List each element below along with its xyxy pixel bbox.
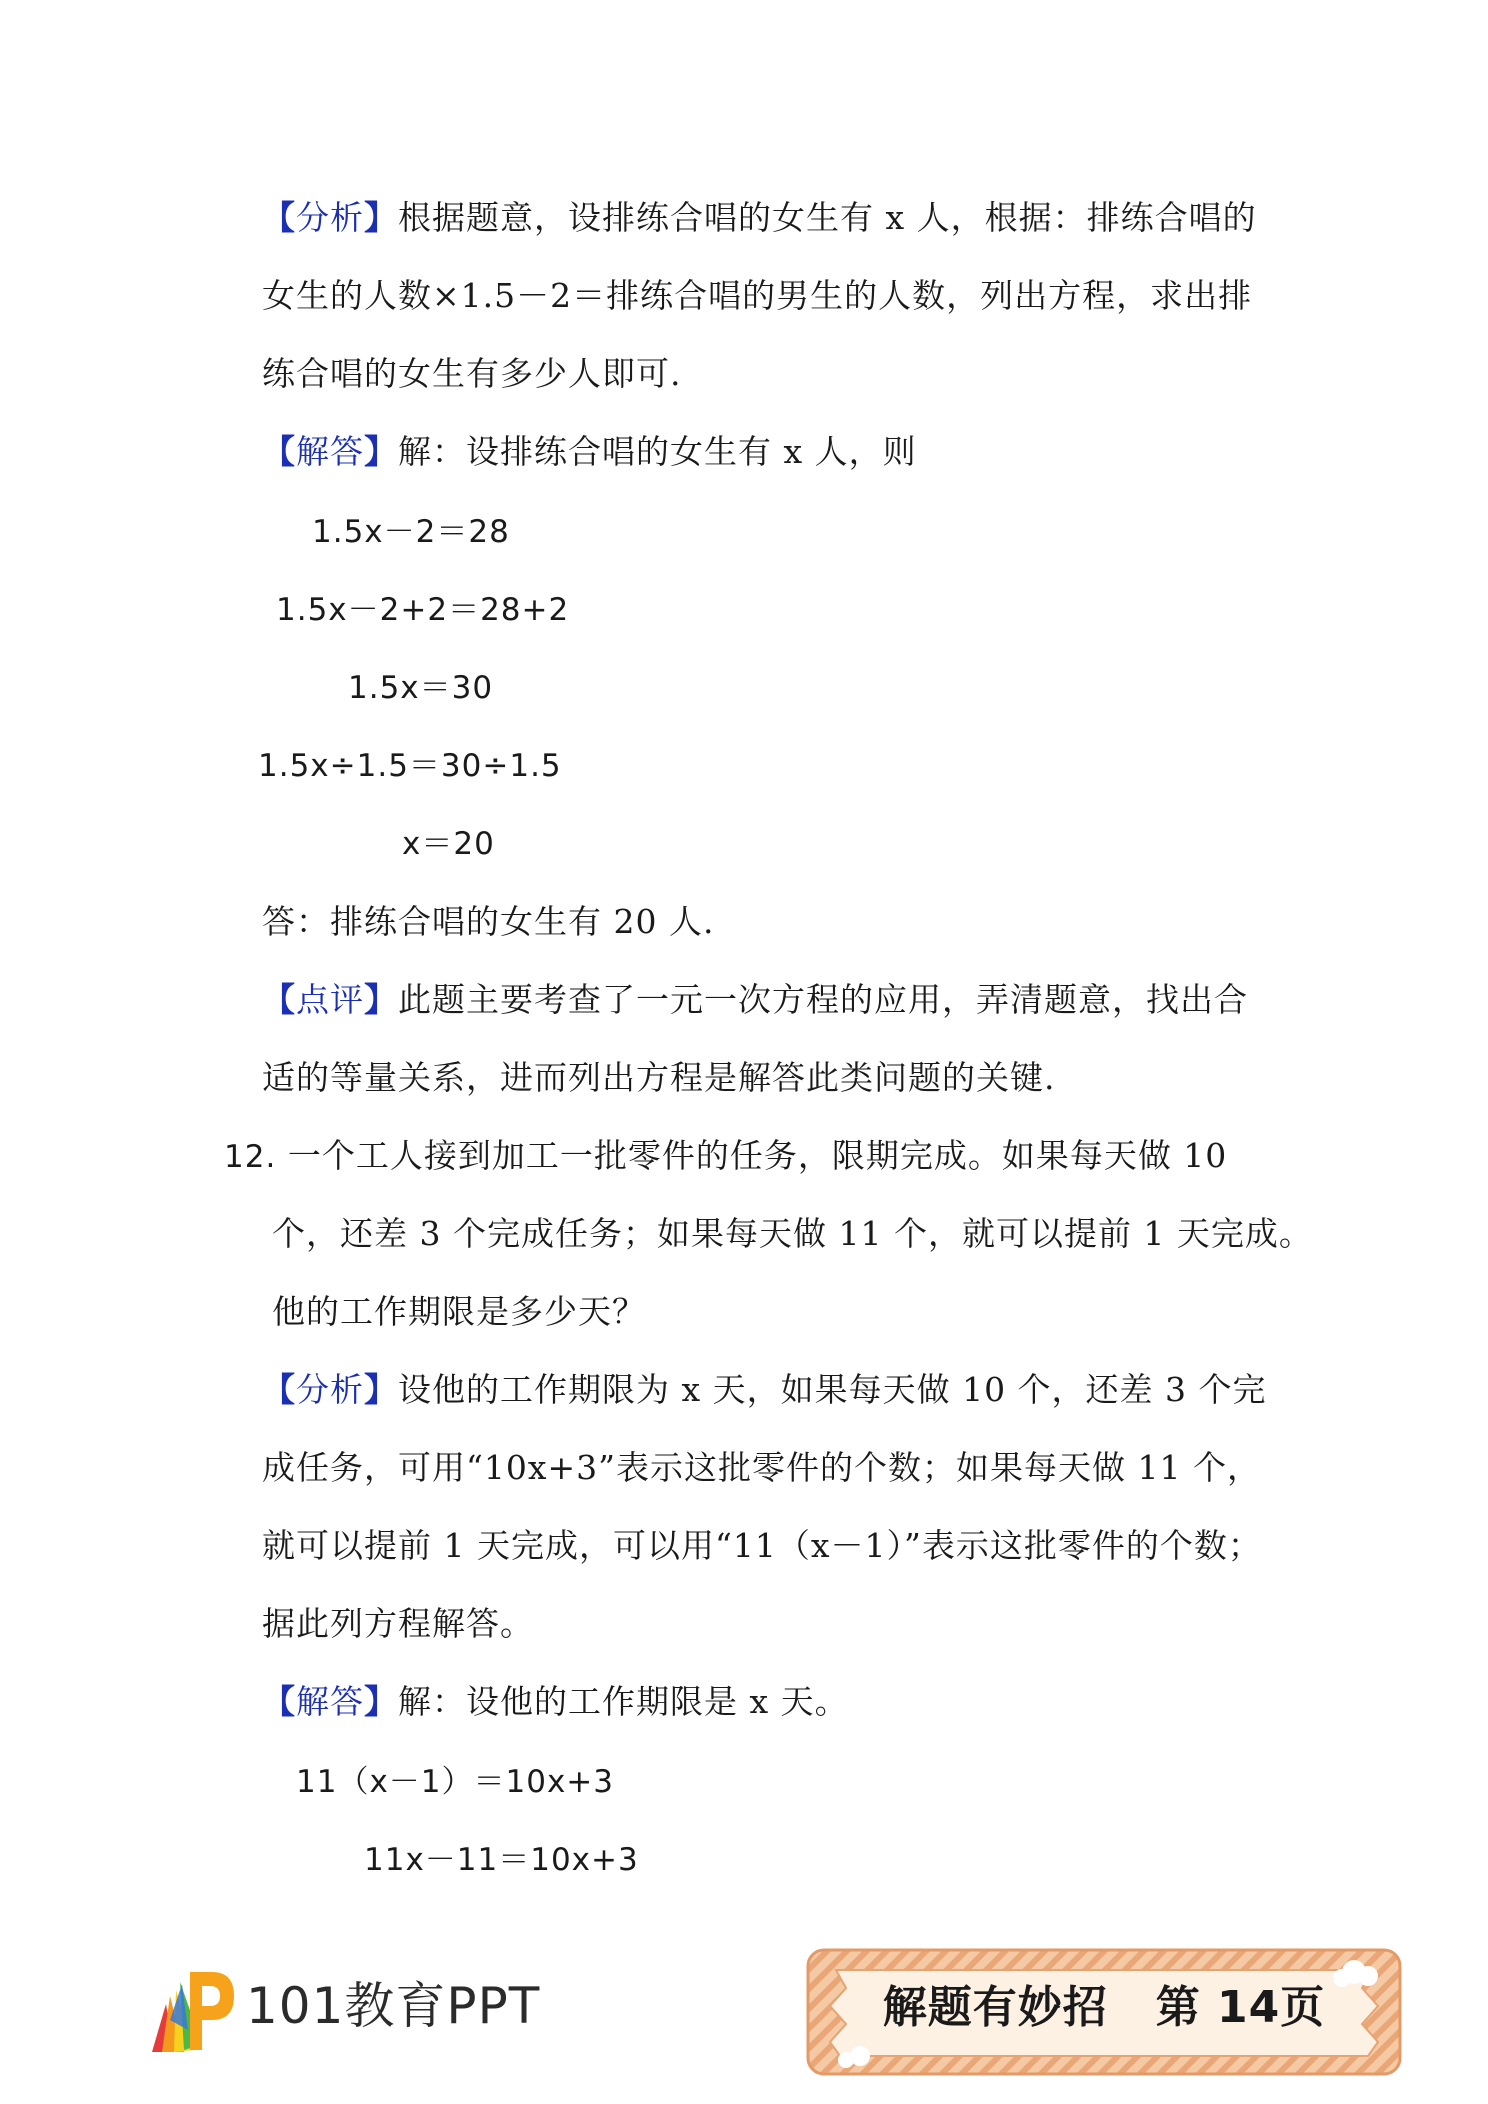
page-number: 第 14页 xyxy=(1155,1982,1326,2033)
brand-name: 101教育PPT xyxy=(246,1977,541,2035)
q12-equation-1: 11（x－1）＝10x+3 xyxy=(296,1764,615,1800)
q11-analysis-line1 xyxy=(262,196,1257,240)
q12-analysis-text-1: 设他的工作期限为 x 天，如果每天做 10 个，还差 3 个完 xyxy=(398,1370,1267,1409)
badge-text xyxy=(806,1978,1402,2038)
bracket-close: 】 xyxy=(364,1682,398,1721)
bracket-open: 【 xyxy=(262,1682,296,1721)
bracket-close: 】 xyxy=(364,980,398,1019)
q11-solution-text: 解：设排练合唱的女生有 x 人，则 xyxy=(398,432,917,471)
tag-solution: 解答 xyxy=(296,432,364,471)
bracket-open: 【 xyxy=(262,1370,296,1409)
q12-analysis-line2: 成任务，可用“10x+3”表示这批零件的个数；如果每天做 11 个， xyxy=(262,1448,1261,1487)
tag-analysis: 分析 xyxy=(296,198,364,237)
q11-equation-4: 1.5x÷1.5＝30÷1.5 xyxy=(258,748,562,784)
bracket-open: 【 xyxy=(262,198,296,237)
brand-logo-icon xyxy=(140,1960,240,2060)
tag-solution: 解答 xyxy=(296,1682,364,1721)
bracket-close: 】 xyxy=(364,1370,398,1409)
q12-question-line2: 个，还差 3 个完成任务；如果每天做 11 个，就可以提前 1 天完成。 xyxy=(272,1214,1313,1253)
q11-equation-2: 1.5x－2+2＝28+2 xyxy=(276,592,570,628)
q12-analysis-line1 xyxy=(262,1368,1267,1412)
q11-comment-line1 xyxy=(262,978,1248,1022)
q12-number: 12. xyxy=(224,1139,277,1175)
q11-solution-line1 xyxy=(262,430,917,474)
q12-solution-line1 xyxy=(262,1680,849,1724)
q12-solution-text: 解：设他的工作期限是 x 天。 xyxy=(398,1682,849,1721)
q12-analysis-line4: 据此列方程解答。 xyxy=(262,1604,534,1643)
q11-equation-3: 1.5x＝30 xyxy=(348,670,494,706)
page-badge xyxy=(806,1948,1402,2076)
q12-equation-2: 11x－11＝10x+3 xyxy=(364,1842,639,1878)
q11-comment-text-1: 此题主要考查了一元一次方程的应用，弄清题意，找出合 xyxy=(398,980,1248,1019)
q11-answer: 答：排练合唱的女生有 20 人. xyxy=(262,902,715,941)
q12-question-text-1: 一个工人接到加工一批零件的任务，限期完成。如果每天做 10 xyxy=(287,1136,1228,1175)
q11-comment-line2: 适的等量关系，进而列出方程是解答此类问题的关键. xyxy=(262,1058,1056,1097)
bracket-close: 】 xyxy=(364,432,398,471)
bracket-open: 【 xyxy=(262,980,296,1019)
tag-analysis: 分析 xyxy=(296,1370,364,1409)
q11-analysis-line3: 练合唱的女生有多少人即可. xyxy=(262,354,682,393)
q11-analysis-line2: 女生的人数×1.5－2＝排练合唱的男生的人数，列出方程，求出排 xyxy=(262,276,1253,315)
tag-comment: 点评 xyxy=(296,980,364,1019)
q11-analysis-text-1: 根据题意，设排练合唱的女生有 x 人，根据：排练合唱的 xyxy=(398,198,1257,237)
q11-equation-1: 1.5x－2＝28 xyxy=(312,514,510,550)
q12-analysis-line3: 就可以提前 1 天完成，可以用“11（x－1）”表示这批零件的个数； xyxy=(262,1526,1262,1565)
bracket-open: 【 xyxy=(262,432,296,471)
bracket-close: 】 xyxy=(364,198,398,237)
q12-question-line1 xyxy=(224,1134,1227,1179)
badge-title: 解题有妙招 xyxy=(882,1982,1108,2033)
q12-question-line3: 他的工作期限是多少天？ xyxy=(272,1292,646,1331)
q11-equation-5: x＝20 xyxy=(402,826,495,862)
